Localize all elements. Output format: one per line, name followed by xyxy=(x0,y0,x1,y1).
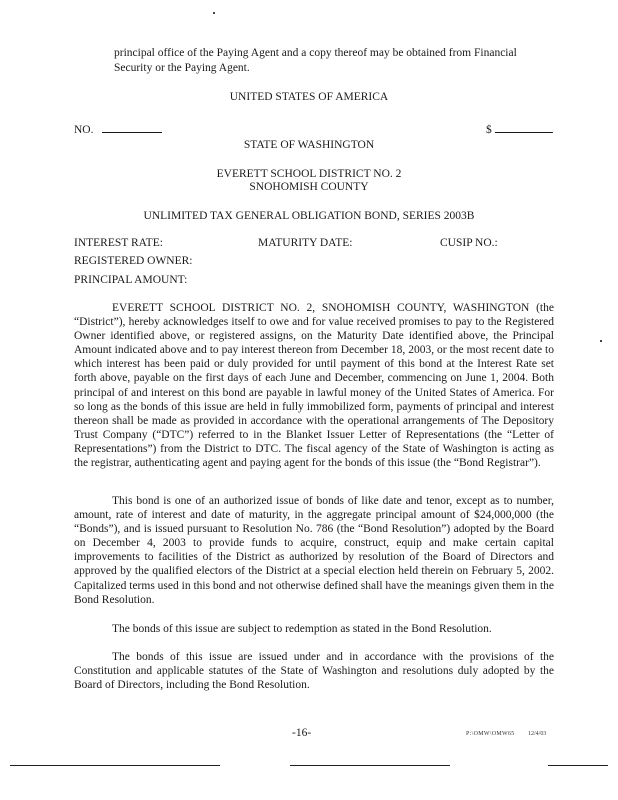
document-reference: P:\OMW\OMW65 xyxy=(466,731,515,737)
registered-owner-label: REGISTERED OWNER: xyxy=(74,255,193,267)
heading-country: UNITED STATES OF AMERICA xyxy=(229,91,389,103)
body-paragraph-1: EVERETT SCHOOL DISTRICT NO. 2, SNOHOMISH COUNTY, WASHINGTON (the “District”), hereby acknowledges itself to owe and for value received promises to pay to the Registered Owner identified above, or registered assigns, on the Maturity Date identified above, the Principal Amount indicated above and to pay interest thereon from December 18, 2003, or the most recent date to which interest has been paid or duly provided for until payment of this bond at the Interest Rate set forth above, payable on the first days of each June and December, commencing on June 1, 2004. Both principal of and interest on this bond are payable in lawful money of the United States of America. For so long as the bonds of this issue are held in fully immobilized form, payments of principal and interest thereon shall be made as provided in accordance with the operational arrangements of The Depository Trust Company (“DTC”) referred to in the Blanket Issuer Letter of Representations (the “Letter of Representations”) from the District to DTC. The fiscal agency of the State of Washington is acting as the registrar, authenticating agent and paying agent for the bonds of this issue (the “Bond Registrar”). xyxy=(74,302,554,470)
scan-edge-line-left xyxy=(10,765,220,766)
document-date: 12/4/03 xyxy=(528,731,547,737)
intro-text: principal office of the Paying Agent and a copy thereof may be obtained from Financial Security or the Paying Agent. xyxy=(114,47,517,74)
county-name: SNOHOMISH COUNTY xyxy=(249,181,369,193)
dollar-amount-line xyxy=(486,122,553,136)
dollar-amount-blank xyxy=(495,122,553,133)
scan-edge-line-right xyxy=(548,765,608,766)
maturity-date-label: MATURITY DATE: xyxy=(258,237,353,249)
dollar-label: $ xyxy=(486,124,492,136)
bond-number-line xyxy=(74,122,162,136)
bond-number-label: NO. xyxy=(74,124,94,136)
body-paragraph-2: This bond is one of an authorized issue of bonds of like date and tenor, except as to number, amount, rate of interest and date of maturity, in the aggregate principal amount of $24,000,000 (the “Bonds”), and is issued pursuant to Resolution No. 786 (the “Bond Resolution”) adopted by the Board on December 4, 2003 to provide funds to acquire, construct, equip and make certain capital improvements to facilities of the District as authorized by resolution of the Board of Directors and approved by the qualified electors of the District at a special election held therein on February 5, 2002. Capitalized terms used in this bond and not otherwise defined shall have the meanings given them in the Bond Resolution. xyxy=(74,495,555,606)
scan-speck xyxy=(213,12,215,14)
cusip-label: CUSIP NO.: xyxy=(440,237,498,249)
principal-amount-label: PRINCIPAL AMOUNT: xyxy=(74,274,188,286)
body-paragraph-3: The bonds of this issue are subject to redemption as stated in the Bond Resolution. xyxy=(112,623,492,635)
body-paragraph-4: The bonds of this issue are issued under and in accordance with the provisions of the Constitution and applicable statutes of the State of Washington and resolutions duly adopted by the Board of Directors, including the Bond Resolution. xyxy=(74,651,554,692)
scan-edge-line-center xyxy=(290,765,450,766)
bond-title: UNLIMITED TAX GENERAL OBLIGATION BOND, SERIES 2003B xyxy=(143,210,475,222)
page-number: -16- xyxy=(292,727,312,739)
heading-state: STATE OF WASHINGTON xyxy=(243,139,375,151)
district-name: EVERETT SCHOOL DISTRICT NO. 2 xyxy=(216,168,402,180)
bond-number-blank xyxy=(102,122,162,133)
scan-speck xyxy=(600,340,602,342)
interest-rate-label: INTEREST RATE: xyxy=(74,237,163,249)
